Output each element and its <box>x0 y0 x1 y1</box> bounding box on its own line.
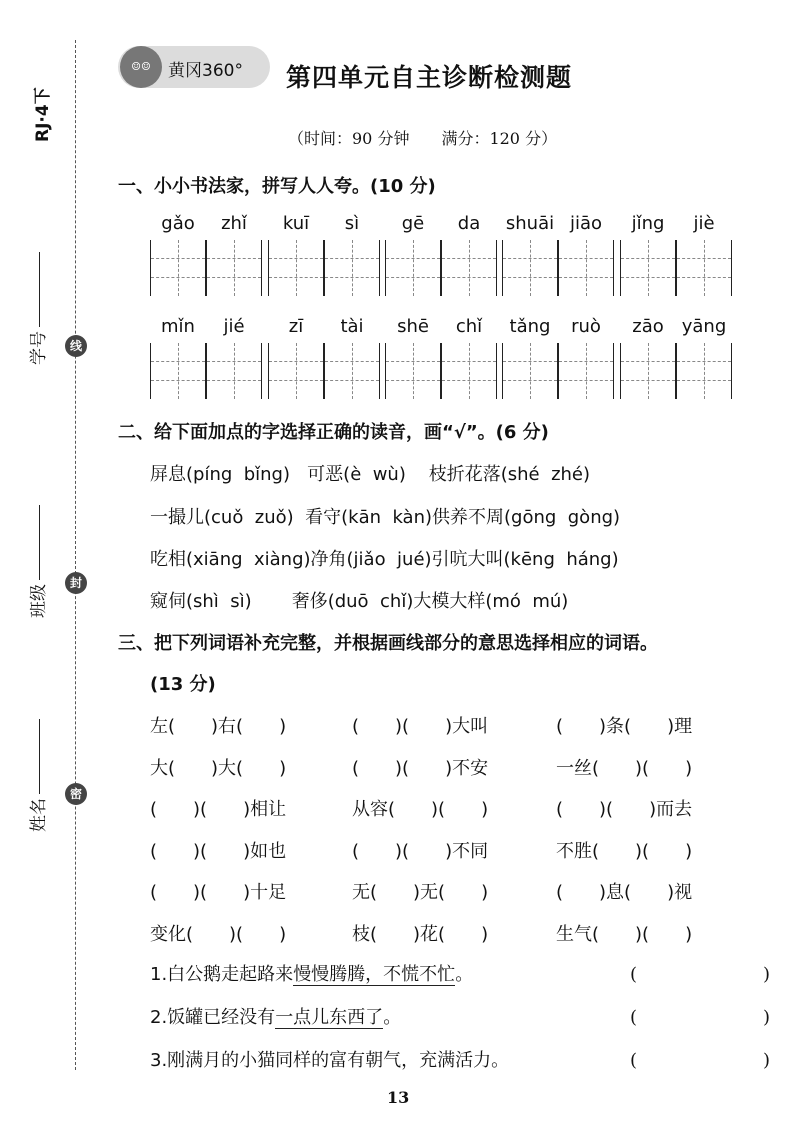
writing-cell[interactable] <box>441 240 497 296</box>
idiom-blank[interactable]: 不胜( )( ) <box>556 840 693 862</box>
question-suffix: 。 <box>455 964 474 985</box>
idiom-blank[interactable]: 左( )右( ) <box>150 716 287 737</box>
question-prefix: 3.刚满月的小猫同样的富有朝气，充满活力。 <box>150 1050 510 1071</box>
writing-cell[interactable] <box>385 240 441 296</box>
question-suffix: 。 <box>383 1007 402 1028</box>
writing-cell[interactable] <box>150 343 206 399</box>
time-score-info: （时间：90 分钟 满分：120 分） <box>288 129 558 148</box>
idiom-blank[interactable]: ( )( )十足 <box>150 882 287 903</box>
idiom-blank[interactable]: 无( )无( ) <box>352 882 489 903</box>
idiom-blank[interactable]: 生气( )( ) <box>556 923 693 945</box>
pinyin-label: kuī <box>282 213 310 234</box>
idiom-blank[interactable]: ( )( )不同 <box>352 840 489 862</box>
idiom-blank[interactable]: 一丝( )( ) <box>556 757 693 779</box>
reading-line[interactable]: 屏息(píng bǐng) 可恶(è wù) 枝折花落(shé zhé) <box>150 464 591 485</box>
writing-cell[interactable] <box>620 240 676 296</box>
question-text <box>150 1003 401 1029</box>
binding-dashed-line <box>75 40 76 1070</box>
idiom-blank[interactable]: ( )( )相让 <box>150 799 287 820</box>
student-id-label: 学号 <box>29 331 49 365</box>
pinyin-group <box>385 213 497 296</box>
page-title: 第四单元自主诊断检测题 <box>286 63 573 92</box>
seal-secret: 密 <box>65 783 87 805</box>
writing-cell[interactable] <box>502 343 558 399</box>
page-number: 13 <box>387 1088 410 1107</box>
writing-cell[interactable] <box>206 343 262 399</box>
question-text <box>150 960 473 986</box>
mascot-icon: ☺☺ <box>120 46 162 88</box>
idiom-blank[interactable]: ( )( )而去 <box>556 799 693 820</box>
writing-cell[interactable] <box>502 240 558 296</box>
reading-line[interactable]: 吃相(xiāng xiàng)净角(jiǎo jué)引吭大叫(kēng háng) <box>150 549 619 570</box>
writing-cell[interactable] <box>558 343 614 399</box>
reading-line[interactable]: 窥伺(shì sì) 奢侈(duō chǐ)大模大样(mó mú) <box>150 591 569 612</box>
pinyin-label: ruò <box>571 316 601 337</box>
writing-cell[interactable] <box>441 343 497 399</box>
section3-score: (13 分) <box>150 674 216 695</box>
writing-cell[interactable] <box>620 343 676 399</box>
pinyin-group <box>268 316 380 399</box>
underlined-phrase: 一点儿东西了 <box>275 1007 384 1028</box>
idiom-blank[interactable]: 枝( )花( ) <box>352 923 489 945</box>
pinyin-group <box>150 316 262 399</box>
seal-seal: 封 <box>65 572 87 594</box>
pinyin-label: jǐng <box>631 213 665 234</box>
pinyin-label: jié <box>223 316 245 337</box>
pinyin-group <box>620 316 732 399</box>
pinyin-label: tǎng <box>509 316 551 337</box>
writing-cell[interactable] <box>150 240 206 296</box>
pinyin-group <box>502 213 614 296</box>
question-text <box>150 1046 509 1072</box>
writing-cell[interactable] <box>268 343 324 399</box>
writing-cell[interactable] <box>676 343 732 399</box>
section2-heading: 二、给下面加点的字选择正确的读音，画“√”。(6 分) <box>118 422 549 443</box>
writing-cell[interactable] <box>324 240 380 296</box>
pinyin-group <box>620 213 732 296</box>
pinyin-label: zāo <box>632 316 664 337</box>
class-label: 班级 <box>29 584 49 618</box>
pinyin-label: gē <box>401 213 425 234</box>
idiom-blank[interactable]: ( )息( )视 <box>556 882 693 903</box>
pinyin-label: jiāo <box>569 213 603 234</box>
name-label: 姓名 <box>29 798 49 832</box>
idiom-blank[interactable]: ( )( )如也 <box>150 840 287 862</box>
pinyin-label: jiè <box>693 213 715 234</box>
pinyin-group <box>150 213 262 296</box>
idiom-blank[interactable]: ( )( )大叫 <box>352 716 489 737</box>
answer-blank[interactable]: ( ) <box>630 964 771 985</box>
section1-heading: 一、小小书法家，拼写人人夸。(10 分) <box>118 176 436 197</box>
idiom-blank[interactable]: 从容( )( ) <box>352 799 489 820</box>
writing-cell[interactable] <box>268 240 324 296</box>
pinyin-label: mǐn <box>161 316 195 337</box>
seal-line: 线 <box>65 335 87 357</box>
idiom-blank[interactable]: ( )( )不安 <box>352 757 489 779</box>
pinyin-group <box>502 316 614 399</box>
pinyin-label: zhǐ <box>221 213 247 234</box>
pinyin-label: zī <box>288 316 304 337</box>
name-blank[interactable] <box>39 719 40 794</box>
edition-label: RJ·4下 <box>33 87 53 142</box>
brand-label: 黄冈360° <box>168 61 243 81</box>
idiom-blank[interactable]: ( )条( )理 <box>556 716 693 737</box>
pinyin-label: gǎo <box>161 213 195 234</box>
name-field[interactable] <box>24 719 49 832</box>
writing-cell[interactable] <box>324 343 380 399</box>
pinyin-label: yāng <box>681 316 727 337</box>
pinyin-group <box>268 213 380 296</box>
class-field[interactable] <box>24 505 49 618</box>
idiom-blank[interactable]: 变化( )( ) <box>150 923 287 945</box>
underlined-phrase: 慢慢腾腾，不慌不忙 <box>293 964 456 985</box>
pinyin-label: sì <box>344 213 360 234</box>
student-id-blank[interactable] <box>39 252 40 327</box>
pinyin-group <box>385 316 497 399</box>
question-prefix: 1.白公鹅走起路来 <box>150 964 294 985</box>
writing-cell[interactable] <box>206 240 262 296</box>
section3-heading: 三、把下列词语补充完整，并根据画线部分的意思选择相应的词语。 <box>118 633 658 654</box>
writing-cell[interactable] <box>558 240 614 296</box>
writing-cell[interactable] <box>676 240 732 296</box>
reading-line[interactable]: 一撮儿(cuǒ zuǒ) 看守(kān kàn)供养不周(gōng gòng) <box>150 507 621 528</box>
question-prefix: 2.饭罐已经没有 <box>150 1007 276 1028</box>
student-id-field[interactable] <box>24 252 49 365</box>
writing-cell[interactable] <box>385 343 441 399</box>
pinyin-label: tài <box>340 316 364 337</box>
pinyin-label: da <box>457 213 481 234</box>
answer-blank[interactable]: ( ) <box>630 1007 771 1028</box>
idiom-blank[interactable]: 大( )大( ) <box>150 757 287 779</box>
class-blank[interactable] <box>39 505 40 580</box>
pinyin-label: shuāi <box>505 213 555 234</box>
pinyin-label: chǐ <box>455 316 483 337</box>
answer-blank[interactable]: ( ) <box>630 1050 771 1071</box>
pinyin-label: shē <box>397 316 429 337</box>
